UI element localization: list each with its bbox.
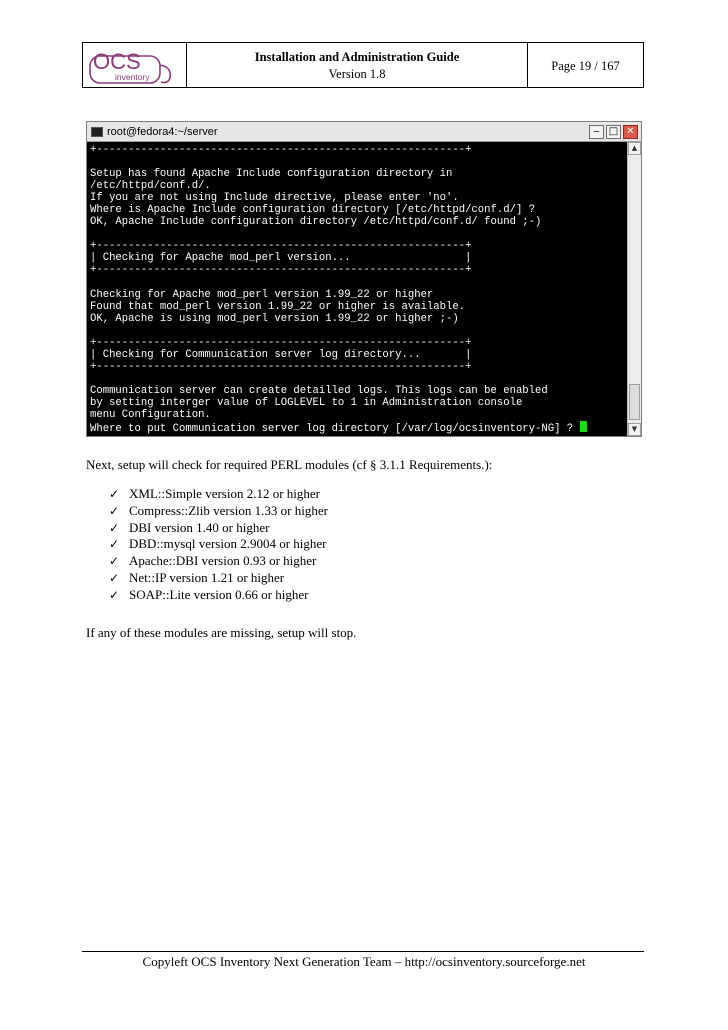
list-item xyxy=(109,503,328,520)
terminal-line: OK, Apache is using mod_perl version 1.99_22 or higher ;-) xyxy=(90,312,459,325)
terminal-title: root@fedora4:~/server xyxy=(107,125,218,138)
terminal-line: /etc/httpd/conf.d/. xyxy=(90,180,211,193)
terminal-line: Found that mod_perl version 1.99_22 or higher is available. xyxy=(90,300,466,313)
document-title: Installation and Administration Guide xyxy=(254,50,460,64)
checkmark-icon: ✓ xyxy=(109,487,120,501)
list-item-text: Compress::Zlib version 1.33 or higher xyxy=(129,502,328,518)
list-item-text: Apache::DBI version 0.93 or higher xyxy=(129,553,317,569)
ocs-logo xyxy=(83,43,187,87)
checkmark-icon: ✓ xyxy=(109,503,120,518)
terminal-line: | Checking for Apache mod_perl version... | xyxy=(90,252,472,265)
closing-paragraph: If any of these modules are missing, setup will stop. xyxy=(86,625,357,640)
list-item-text: SOAP::Lite version 0.66 or higher xyxy=(129,586,309,602)
terminal-line: | Checking for Communication server log directory... | xyxy=(90,348,472,361)
terminal-line: +----------------------------------------------------------+ xyxy=(90,144,472,156)
terminal-text xyxy=(90,144,625,435)
terminal-line: Communication server can create detailled logs. This logs can be enabled xyxy=(90,384,548,397)
terminal-line: +----------------------------------------------------------+ xyxy=(90,264,472,277)
terminal-line: Setup has found Apache Include configuration directory in xyxy=(90,168,453,181)
page-number: Page 19 / 167 xyxy=(551,59,620,73)
list-item-text: XML::Simple version 2.12 or higher xyxy=(129,486,321,501)
checkmark-icon: ✓ xyxy=(109,570,120,585)
list-item-text: DBI version 1.40 or higher xyxy=(129,519,270,535)
list-item xyxy=(109,553,328,570)
terminal-line: If you are not using Include directive, please enter 'no'. xyxy=(90,192,459,205)
list-item-text: Net::IP version 1.21 or higher xyxy=(129,569,285,585)
checkmark-icon: ✓ xyxy=(109,537,120,552)
page-footer: Copyleft OCS Inventory Next Generation Team – http://ocsinventory.sourceforge.net xyxy=(142,954,586,969)
list-item xyxy=(109,587,328,604)
scroll-up-icon[interactable]: ▲ xyxy=(628,142,641,155)
minimize-icon[interactable]: ‒ xyxy=(589,125,604,139)
terminal-line: menu Configuration. xyxy=(90,409,211,422)
terminal-line: OK, Apache Include configuration directory /etc/httpd/conf.d/ found ;-) xyxy=(90,216,542,229)
terminal-scrollbar[interactable] xyxy=(627,142,641,436)
list-item-text: DBD::mysql version 2.9004 or higher xyxy=(129,536,327,552)
terminal-icon xyxy=(91,127,103,137)
terminal-line: +----------------------------------------------------------+ xyxy=(90,240,472,253)
terminal-titlebar xyxy=(87,122,641,142)
terminal-line: by setting interger value of LOGLEVEL to 1 in Administration console xyxy=(90,396,523,409)
ocs-logo-graphic xyxy=(83,43,186,87)
terminal-line: Where is Apache Include configuration directory [/etc/httpd/conf.d/] ? xyxy=(90,204,536,217)
terminal-line: +----------------------------------------------------------+ xyxy=(90,336,472,349)
checkmark-icon: ✓ xyxy=(109,554,120,569)
logo-sub-text: inventory xyxy=(115,72,150,82)
terminal-line: +----------------------------------------------------------+ xyxy=(90,360,472,373)
maximize-icon[interactable]: □ xyxy=(606,125,621,139)
list-item xyxy=(109,520,328,537)
list-item xyxy=(109,570,328,587)
terminal-line: Where to put Communication server log directory [/var/log/ocsinventory-NG] ? xyxy=(90,423,574,436)
logo-main-text: OCS xyxy=(93,49,141,74)
checkmark-icon: ✓ xyxy=(109,520,120,535)
intro-paragraph: Next, setup will check for required PERL modules (cf § 3.1.1 Requirements.): xyxy=(86,457,493,472)
header-title-cell xyxy=(187,43,528,87)
scroll-thumb[interactable] xyxy=(629,384,640,420)
footer-rule xyxy=(82,951,644,952)
terminal-line: Checking for Apache mod_perl version 1.99_22 or higher xyxy=(90,288,434,301)
list-item xyxy=(109,536,328,553)
requirements-list xyxy=(109,486,328,604)
scroll-down-icon[interactable]: ▼ xyxy=(628,423,641,436)
terminal-cursor xyxy=(580,421,587,432)
checkmark-icon: ✓ xyxy=(109,587,120,602)
page-header xyxy=(82,42,644,88)
terminal-output xyxy=(87,142,627,436)
document-version: Version 1.8 xyxy=(328,67,386,81)
close-icon[interactable]: ✕ xyxy=(623,125,638,139)
list-item xyxy=(109,486,328,503)
terminal-window xyxy=(86,121,642,437)
